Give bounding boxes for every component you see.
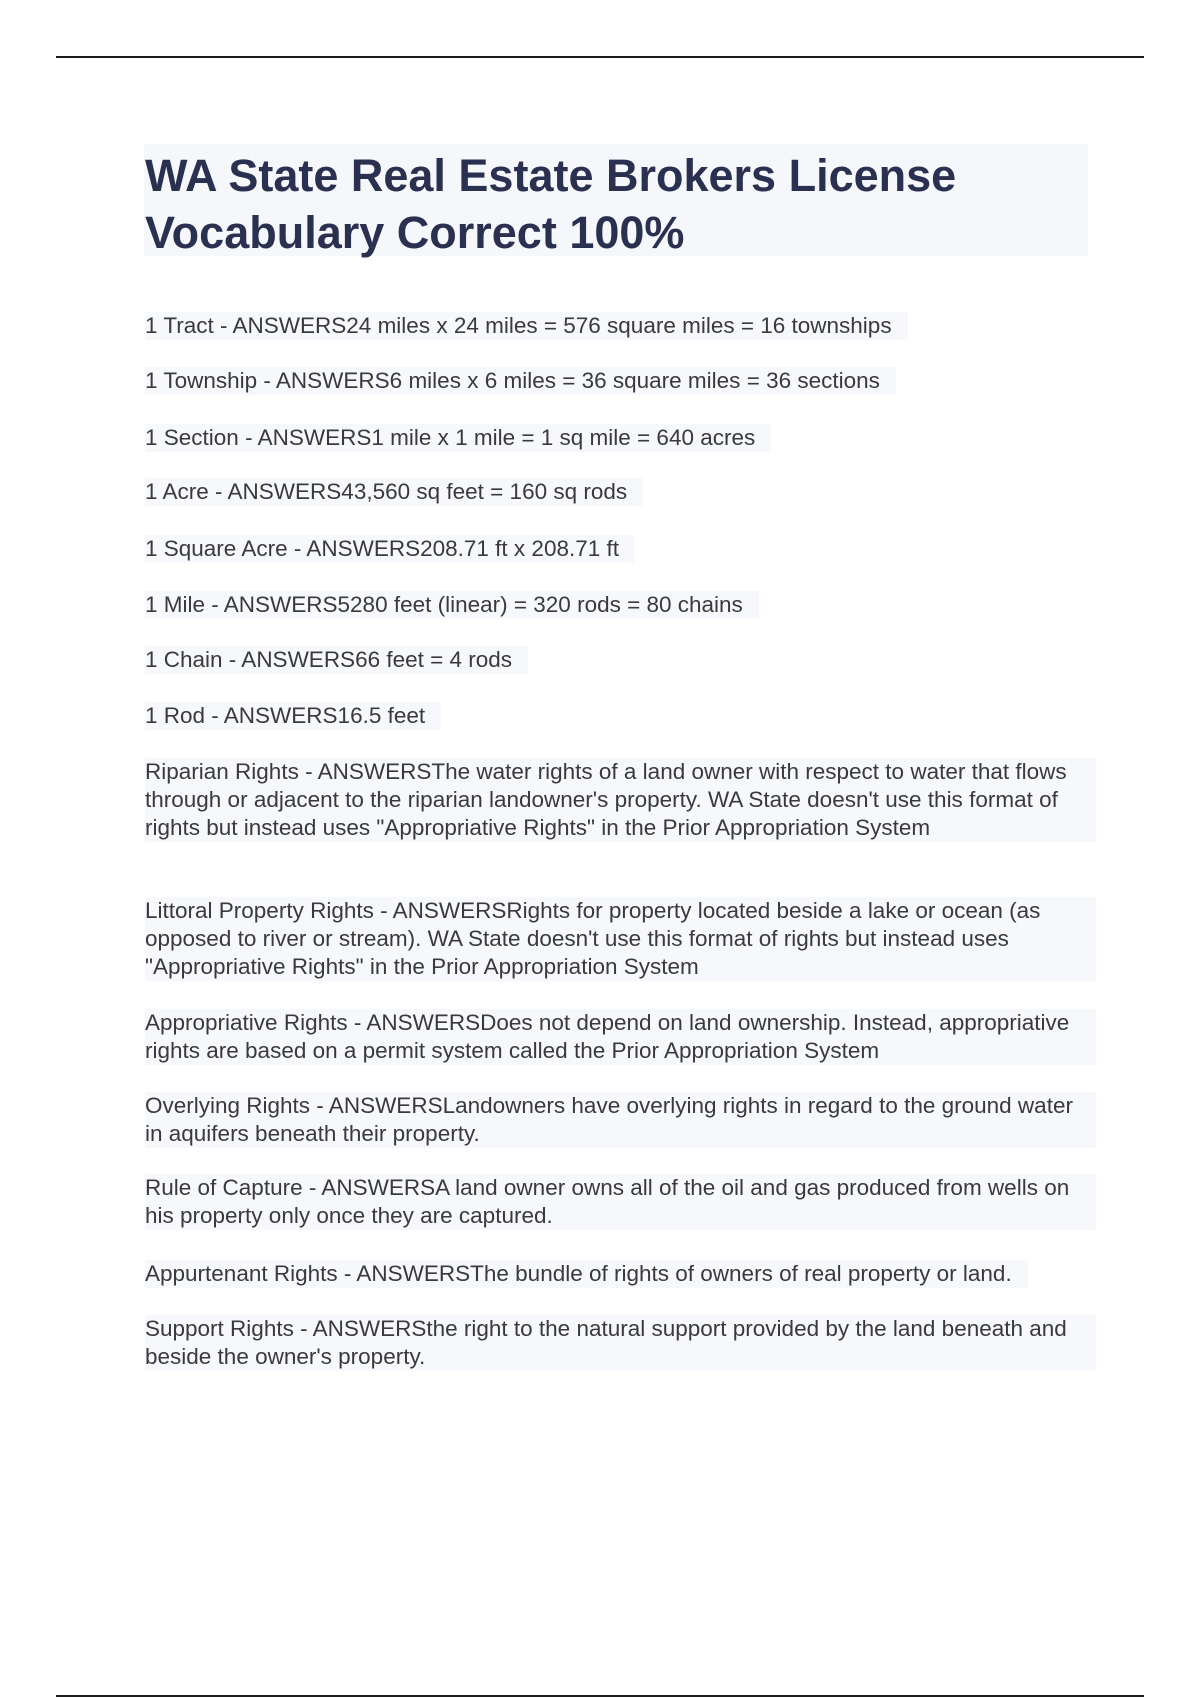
vocab-entry-appropriative-rights: Appropriative Rights - ANSWERSDoes not depend on land ownership. Instead, appropriative rights are based on a permit system called the Prior Appropriation System bbox=[145, 1009, 1096, 1065]
vocab-entry-township: 1 Township - ANSWERS6 miles x 6 miles = 36 square miles = 36 sections bbox=[145, 367, 896, 395]
vocab-entry-mile: 1 Mile - ANSWERS5280 feet (linear) = 320 rods = 80 chains bbox=[145, 591, 759, 619]
vocab-entry-square-acre: 1 Square Acre - ANSWERS208.71 ft x 208.71 ft bbox=[145, 535, 635, 563]
vocab-entry-riparian-rights: Riparian Rights - ANSWERSThe water rights of a land owner with respect to water that flows through or adjacent to the riparian landowner's property. WA State doesn't use this format of rights but instead uses "Appropriative Rights" in the Prior Appropriation System bbox=[145, 758, 1096, 842]
page-title: WA State Real Estate Brokers License Vocabulary Correct 100% bbox=[145, 150, 957, 258]
vocab-entry-overlying-rights: Overlying Rights - ANSWERSLandowners have overlying rights in regard to the ground water in aquifers beneath their property. bbox=[145, 1092, 1096, 1148]
vocab-entry-support-rights: Support Rights - ANSWERSthe right to the natural support provided by the land beneath and beside the owner's property. bbox=[145, 1315, 1096, 1371]
vocab-entry-chain: 1 Chain - ANSWERS66 feet = 4 rods bbox=[145, 646, 528, 674]
vocab-entry-section: 1 Section - ANSWERS1 mile x 1 mile = 1 sq mile = 640 acres bbox=[145, 424, 771, 452]
bottom-rule bbox=[56, 1695, 1144, 1697]
vocab-entry-acre: 1 Acre - ANSWERS43,560 sq feet = 160 sq rods bbox=[145, 478, 643, 506]
vocab-entry-rule-of-capture: Rule of Capture - ANSWERSA land owner owns all of the oil and gas produced from wells on his property only once they are captured. bbox=[145, 1174, 1096, 1230]
vocab-entry-littoral-property-rights: Littoral Property Rights - ANSWERSRights for property located beside a lake or ocean (as opposed to river or stream). WA State doesn't use this format of rights but instead uses "Appropriative Rights" in the Prior Appropriation System bbox=[145, 897, 1096, 981]
top-rule bbox=[56, 56, 1144, 58]
vocab-entry-tract: 1 Tract - ANSWERS24 miles x 24 miles = 576 square miles = 16 townships bbox=[145, 312, 908, 340]
vocab-entry-appurtenant-rights: Appurtenant Rights - ANSWERSThe bundle of rights of owners of real property or land. bbox=[145, 1260, 1028, 1288]
vocab-entry-rod: 1 Rod - ANSWERS16.5 feet bbox=[145, 702, 441, 730]
